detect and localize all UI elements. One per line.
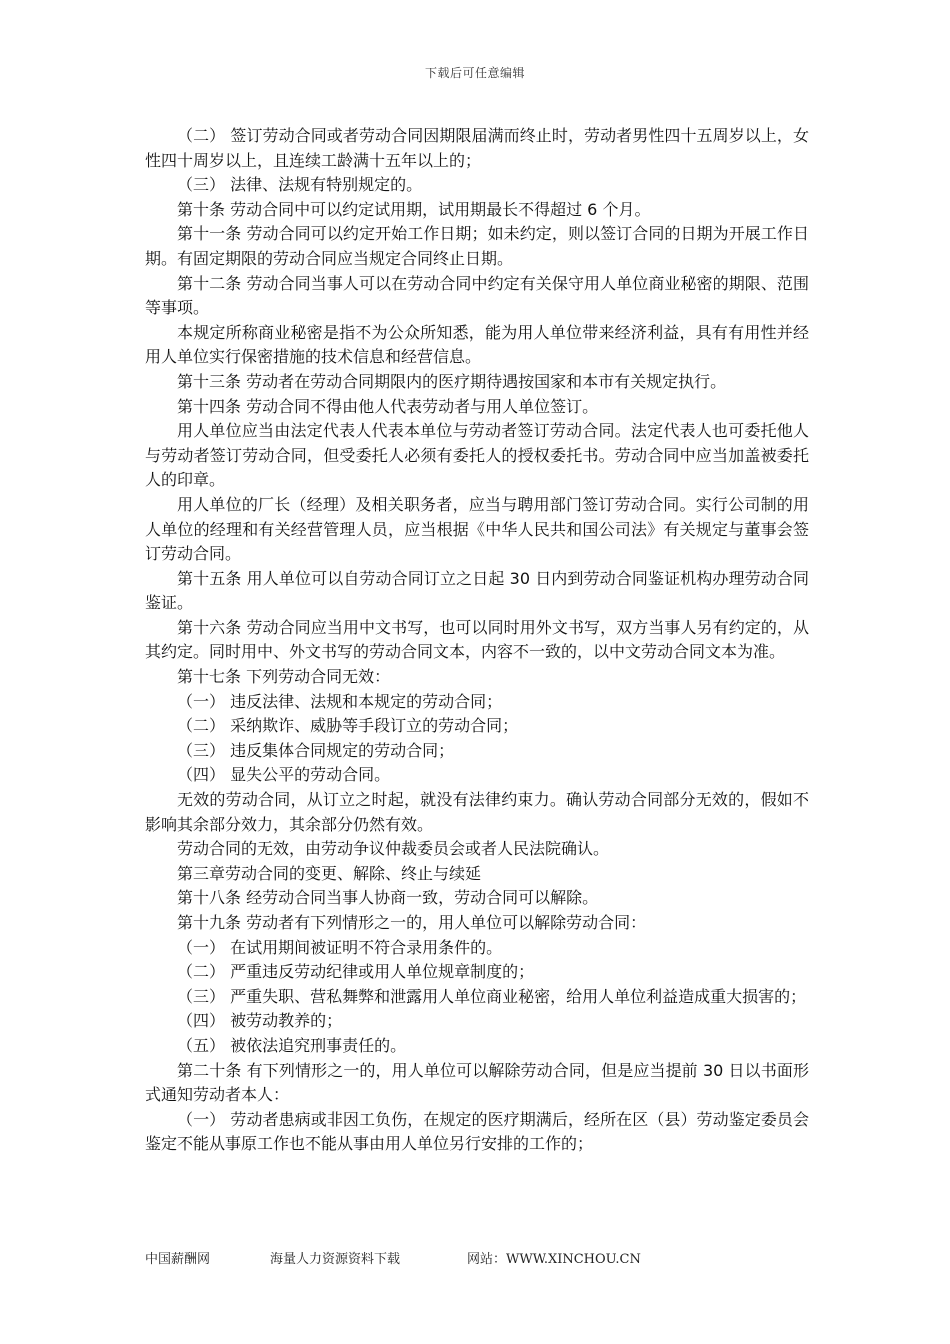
paragraph: 本规定所称商业秘密是指不为公众所知悉，能为用人单位带来经济利益，具有有用性并经用人单位实行保密措施的技术信息和经营信息。 (145, 322, 809, 367)
footer-site-name: 中国薪酬网 (145, 1252, 211, 1267)
paragraph: 第十五条 用人单位可以自劳动合同订立之日起 30 日内到劳动合同鉴证机构办理劳动合同鉴证。 (145, 568, 809, 613)
footer-website: 网站：WWW.XINCHOU.CN (467, 1252, 641, 1267)
paragraph: 第十四条 劳动合同不得由他人代表劳动者与用人单位签订。 (177, 396, 599, 416)
paragraph: （五） 被依法追究刑事责任的。 (177, 1035, 407, 1055)
paragraph: 第十三条 劳动者在劳动合同期限内的医疗期待遇按国家和本市有关规定执行。 (177, 371, 727, 391)
paragraph: （二） 严重违反劳动纪律或用人单位规章制度的； (177, 962, 535, 982)
paragraph: 第十条 劳动合同中可以约定试用期，试用期最长不得超过 6 个月。 (177, 199, 651, 219)
paragraph: 第十一条 劳动合同可以约定开始工作日期；如未约定，则以签订合同的日期为开展工作日期。有固定期限的劳动合同应当规定合同终止日期。 (145, 224, 809, 268)
page-header: 下载后可任意编辑 (424, 66, 525, 80)
paragraph: （二） 签订劳动合同或者劳动合同因期限届满而终止时，劳动者男性四十五周岁以上，女性四十周岁以上，且连续工龄满十五年以上的； (145, 126, 809, 170)
document-body (145, 124, 809, 1157)
paragraph: 第十七条 下列劳动合同无效： (177, 667, 391, 687)
paragraph: （四） 被劳动教养的； (177, 1011, 343, 1031)
paragraph: 劳动合同的无效，由劳动争议仲裁委员会或者人民法院确认。 (177, 839, 610, 859)
paragraph: （四） 显失公平的劳动合同。 (177, 765, 391, 785)
paragraph: （一） 在试用期间被证明不符合录用条件的。 (177, 937, 503, 957)
paragraph: 无效的劳动合同，从订立之时起，就没有法律约束力。确认劳动合同部分无效的，假如不影响其余部分效力，其余部分仍然有效。 (145, 790, 809, 834)
paragraph: 第二十条 有下列情形之一的，用人单位可以解除劳动合同，但是应当提前 30 日以书面形式通知劳动者本人： (145, 1060, 809, 1105)
paragraph: 第十二条 劳动合同当事人可以在劳动合同中约定有关保守用人单位商业秘密的期限、范围等事项。 (145, 273, 809, 318)
paragraph: （三） 严重失职、营私舞弊和泄露用人单位商业秘密，给用人单位利益造成重大损害的； (177, 986, 807, 1006)
paragraph: 第十九条 劳动者有下列情形之一的，用人单位可以解除劳动合同： (177, 913, 647, 932)
paragraph: 第十六条 劳动合同应当用中文书写，也可以同时用外文书写，双方当事人另有约定的，从其约定。同时用中、外文书写的劳动合同文本，内容不一致的，以中文劳动合同文本为准。 (145, 617, 809, 662)
paragraph: （一） 违反法律、法规和本规定的劳动合同； (177, 691, 503, 711)
paragraph: （二） 采纳欺诈、威胁等手段订立的劳动合同； (177, 716, 519, 736)
paragraph: 用人单位应当由法定代表人代表本单位与劳动者签订劳动合同。法定代表人也可委托他人与劳动者签订劳动合同，但受委托人必须有委托人的授权委托书。劳动合同中应当加盖被委托人的印章。 (145, 421, 809, 490)
paragraph: （一） 劳动者患病或非因工负伤，在规定的医疗期满后，经所在区（县）劳动鉴定委员会鉴定不能从事原工作也不能从事由用人单位另行安排的工作的； (145, 1109, 809, 1154)
chapter-heading: 第三章劳动合同的变更、解除、终止与续延 (177, 863, 482, 883)
paragraph: 第十八条 经劳动合同当事人协商一致，劳动合同可以解除。 (177, 888, 599, 908)
footer-slogan: 海量人力资源资料下载 (270, 1252, 401, 1267)
paragraph: （三） 法律、法规有特别规定的。 (177, 175, 423, 195)
paragraph: （三） 违反集体合同规定的劳动合同； (177, 740, 455, 760)
paragraph: 用人单位的厂长（经理）及相关职务者，应当与聘用部门签订劳动合同。实行公司制的用人单位的经理和有关经营管理人员，应当根据《中华人民共和国公司法》有关规定与董事会签订劳动合同。 (145, 494, 809, 564)
